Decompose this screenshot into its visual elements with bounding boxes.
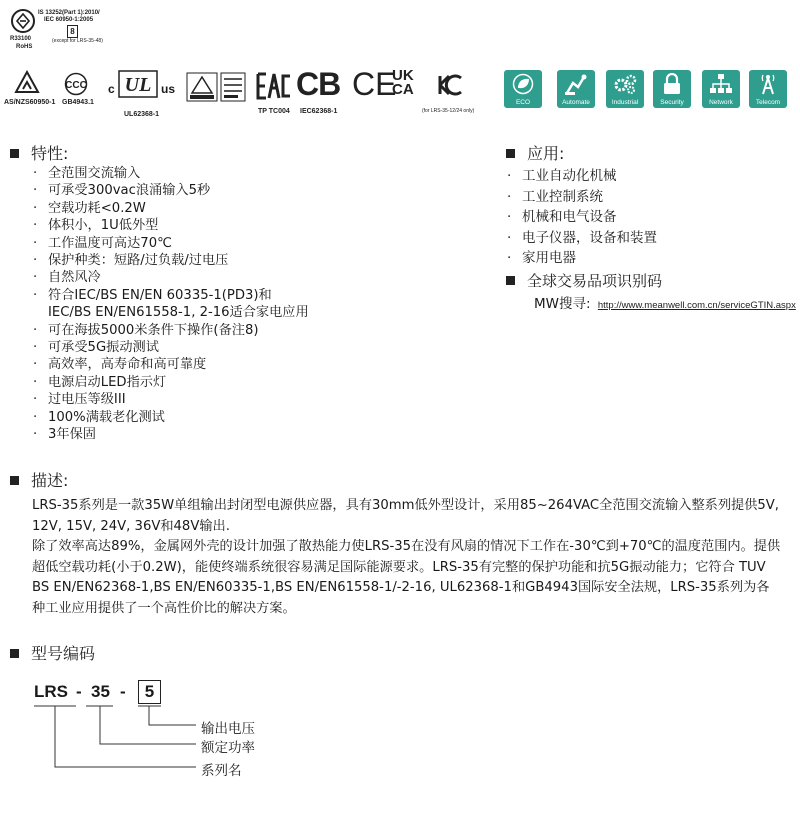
section-bullet-square <box>10 476 19 485</box>
app-label-network: Network <box>709 99 733 106</box>
ul-label: UL62368-1 <box>124 111 160 118</box>
list-item: · 全范围交流输入 <box>33 166 141 181</box>
legend-rated-power: 额定功率 <box>201 740 255 756</box>
list-item: · 体积小，1U低外型 <box>33 218 159 234</box>
model-code-voltage: 5 <box>138 680 161 704</box>
list-item: · 自然风冷 <box>33 270 101 286</box>
features-list <box>33 165 309 444</box>
rcm-mark-icon <box>14 70 40 96</box>
model-code-power: 35 <box>91 682 110 701</box>
list-item: · 可承受5G振动测试 <box>33 340 159 356</box>
kc-mark-icon <box>436 71 464 99</box>
gtin-link[interactable]: http://www.meanwell.com.cn/serviceGTIN.aspx <box>597 300 796 311</box>
app-tile-network <box>702 70 740 108</box>
cb-mark: CB <box>296 66 341 102</box>
ukca-line-1: UK <box>392 67 414 84</box>
app-label-telecom: Telecom <box>755 99 781 106</box>
applications-heading <box>506 141 564 164</box>
features-heading <box>10 141 68 164</box>
description-heading-text: 描述: <box>31 471 69 490</box>
model-code-heading-text: 型号编码 <box>31 644 96 663</box>
list-item: · 工作温度可高达70℃ <box>33 235 172 251</box>
ul-c-mark: c <box>108 82 115 96</box>
app-tile-telecom <box>749 70 787 108</box>
description-heading <box>10 468 68 491</box>
list-item: · 可在海拔5000米条件下操作(备注8) <box>33 322 259 338</box>
model-code-dash-2: - <box>120 682 126 701</box>
model-code-dash-1: - <box>76 682 82 701</box>
list-item: · 符合IEC/BS EN/EN 60335-1(PD3)和 <box>33 287 272 303</box>
gtin-heading <box>506 270 662 291</box>
section-bullet-square <box>10 649 19 658</box>
list-item: · 3年保固 <box>33 427 96 443</box>
model-code-heading <box>10 641 95 664</box>
list-item: · 保护种类：短路/过负载/过电压 <box>33 253 229 269</box>
tuv-mark-icon <box>186 72 218 102</box>
list-item: · 高效率，高寿命和高可靠度 <box>33 357 207 373</box>
section-bullet-square <box>506 149 515 158</box>
security-lock-icon <box>659 73 685 95</box>
bis-standard-mark-icon <box>10 8 36 34</box>
model-code-leader-lines <box>30 702 210 782</box>
app-label-eco: ECO <box>515 99 531 106</box>
ccc-label: GB4943.1 <box>62 99 94 106</box>
app-label-industrial: Industrial <box>611 99 639 106</box>
ul-us-mark: us <box>161 82 176 96</box>
app-tile-industrial <box>606 70 644 108</box>
ce-mark: CE <box>352 66 397 102</box>
app-label-automate: Automate <box>562 99 590 106</box>
list-item: IEC/BS EN/EN61558-1, 2-16适合家电应用 <box>48 305 309 321</box>
section-bullet-square <box>506 276 515 285</box>
description-body <box>32 496 782 620</box>
app-label-security: Security <box>660 99 684 106</box>
tuv-info-block-icon <box>220 72 246 102</box>
list-item: · 100%满载老化测试 <box>33 409 165 425</box>
ukca-mark <box>392 69 414 97</box>
standard-note-1: IS 13252(Part 1):2010/ <box>38 10 100 16</box>
legend-series-name: 系列名 <box>201 763 242 779</box>
list-item: · 过电压等级III <box>33 392 126 408</box>
description-paragraph-2: 除了效率高达89%，金属网外壳的设计加强了散热能力使LRS-35在没有风扇的情况下工作在-30℃到+70℃的温度范围内。提供超低空载功耗(小于0.2W)，能使终端系统很容易满足国际能源要求。LRS-35有完整的保护功能和抗5G振动能力；它符合 TUV BS EN/EN62368-1,BS EN/EN60335-1,BS EN/EN61558-1/-2-16, UL62368-1和GB4943国际安全法规，LRS-35系列为各种工业应用提供了一个高性价比的解决方案。 <box>32 539 781 616</box>
bis-r-number: R33100 <box>10 36 32 42</box>
list-item: · 工业控制系统 <box>507 188 603 205</box>
legend-output-voltage: 输出电压 <box>201 721 255 737</box>
list-item: · 空载功耗<0.2W <box>33 200 146 216</box>
list-item: · 可承受300vac浪涌输入5秒 <box>33 183 211 199</box>
eac-mark-icon <box>256 72 292 100</box>
list-item: · 机械和电气设备 <box>507 209 617 226</box>
telecom-tower-icon <box>755 73 781 95</box>
app-tile-eco <box>504 70 542 108</box>
ccc-mark-icon <box>64 72 88 96</box>
section-bullet-square <box>10 149 19 158</box>
svg-text:UL: UL <box>124 74 152 96</box>
kc-note: (for LRS-35-12/24 only) <box>422 108 475 114</box>
cb-label: IEC62368-1 <box>300 108 338 115</box>
bis-box-number: 8 <box>67 25 78 38</box>
list-item: · 电子仪器，设备和装置 <box>507 229 657 246</box>
applications-list <box>507 166 657 269</box>
features-heading-text: 特性: <box>31 144 69 163</box>
mw-search-label: MW搜寻: <box>534 296 591 312</box>
model-code-series: LRS <box>34 682 68 701</box>
description-paragraph-1: LRS-35系列是一款35W单组输出封闭型电源供应器，具有30mm低外型设计，采用85~264VAC全范围交流输入整系列提供5V, 12V, 15V, 24V, 36V和48V输出. <box>32 498 779 534</box>
mw-search-row <box>534 292 796 312</box>
list-item: · 工业自动化机械 <box>507 168 617 184</box>
except-note: (except for LRS-35-48) <box>52 38 103 44</box>
applications-heading-text: 应用: <box>527 144 565 163</box>
network-nodes-icon <box>708 73 734 95</box>
svg-text:CCC: CCC <box>65 80 87 91</box>
industrial-gears-icon <box>612 73 638 95</box>
rohs-label: RoHS <box>16 44 33 50</box>
list-item: · 家用电器 <box>507 250 576 267</box>
app-tile-automate <box>557 70 595 108</box>
eco-leaf-icon <box>510 73 536 95</box>
ul-mark-icon <box>118 70 158 98</box>
rcm-label: AS/NZS60950-1 <box>4 99 56 106</box>
list-item: · 电源启动LED指示灯 <box>33 374 167 390</box>
standard-note-2: IEC 60950-1:2005 <box>44 17 94 23</box>
gtin-heading-text: 全球交易品项识别码 <box>527 272 663 290</box>
ukca-line-2: CA <box>392 81 414 98</box>
automation-hand-icon <box>563 73 589 95</box>
app-tile-security <box>653 70 691 108</box>
eac-label: TP TC004 <box>258 108 290 115</box>
